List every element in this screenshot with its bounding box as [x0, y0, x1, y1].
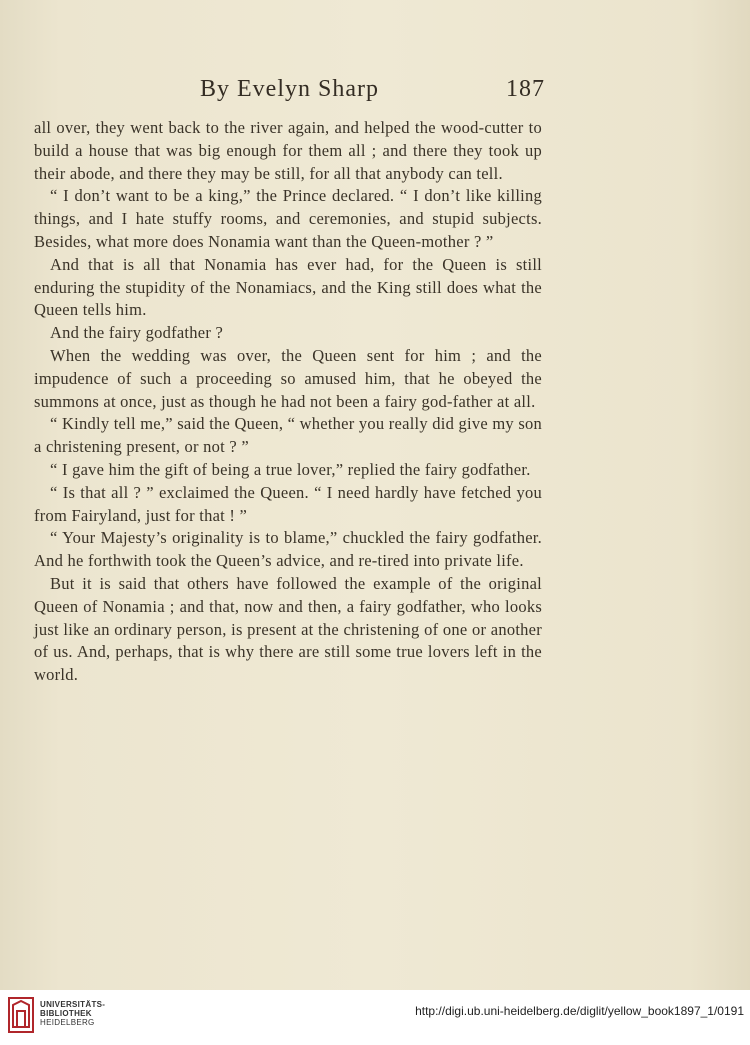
library-name — [40, 1000, 105, 1027]
running-title: By Evelyn Sharp — [200, 76, 379, 102]
paragraph: “ Is that all ? ” exclaimed the Queen. “ I need hardly have fetched you from Fairyland, just for that ! ” — [34, 482, 542, 525]
logo-arch — [13, 1001, 29, 1027]
paragraph: “ Your Majesty’s originality is to blame,” chuckled the fairy godfather. And he forthwith took the Queen’s advice, and re-tired into private life. — [34, 528, 542, 571]
running-header — [200, 76, 545, 108]
library-line-3: HEIDELBERG — [40, 1018, 95, 1027]
library-line-2: BIBLIOTHEK — [40, 1009, 92, 1018]
paragraph: When the wedding was over, the Queen sent for him ; and the impudence of such a proceeding so amused him, that he obeyed the summons at once, just as though he had not been a fairy god-father at all. — [34, 345, 542, 411]
page-body — [34, 117, 542, 687]
paragraph: “ Kindly tell me,” said the Queen, “ whether you really did give my son a christening present, or not ? ” — [34, 414, 542, 457]
library-line-1: UNIVERSITÄTS- — [40, 1000, 106, 1009]
paragraph: And that is all that Nonamia has ever had, for the Queen is still enduring the stupidity of the Nonamiacs, and the King still does what the Queen tells him. — [34, 254, 542, 320]
paragraph: all over, they went back to the river again, and helped the wood-cutter to build a house that was big enough for them all ; and there they took up their abode, and there they may be still, for all that anybody can tell. — [34, 118, 542, 183]
paragraph: “ I gave him the gift of being a true lover,” replied the fairy godfather. — [50, 459, 531, 479]
paragraph: But it is said that others have followed the example of the original Queen of Nonamia ; and that, now and then, a fairy godfather, who looks just like an ordinary person, is present at the christening of one or another of us. And, perhaps, that is why there are still some true lovers left in the world. — [34, 573, 542, 685]
logo-door — [17, 1011, 25, 1027]
paragraph: “ I don’t want to be a king,” the Prince declared. “ I don’t like killing things, and I hate stuffy rooms, and ceremonies, and stupid subjects. Besides, what more does Nonamia want than the Queen-mother ? ” — [34, 186, 542, 251]
paragraph: And the fairy godfather ? — [50, 323, 224, 343]
page-number: 187 — [506, 76, 545, 102]
permalink-url[interactable]: http://digi.ub.uni-heidelberg.de/diglit/yellow_book1897_1/0191 — [415, 1004, 744, 1018]
viewer-footer — [0, 990, 750, 1045]
heidelberg-library-logo-icon[interactable] — [8, 997, 34, 1033]
